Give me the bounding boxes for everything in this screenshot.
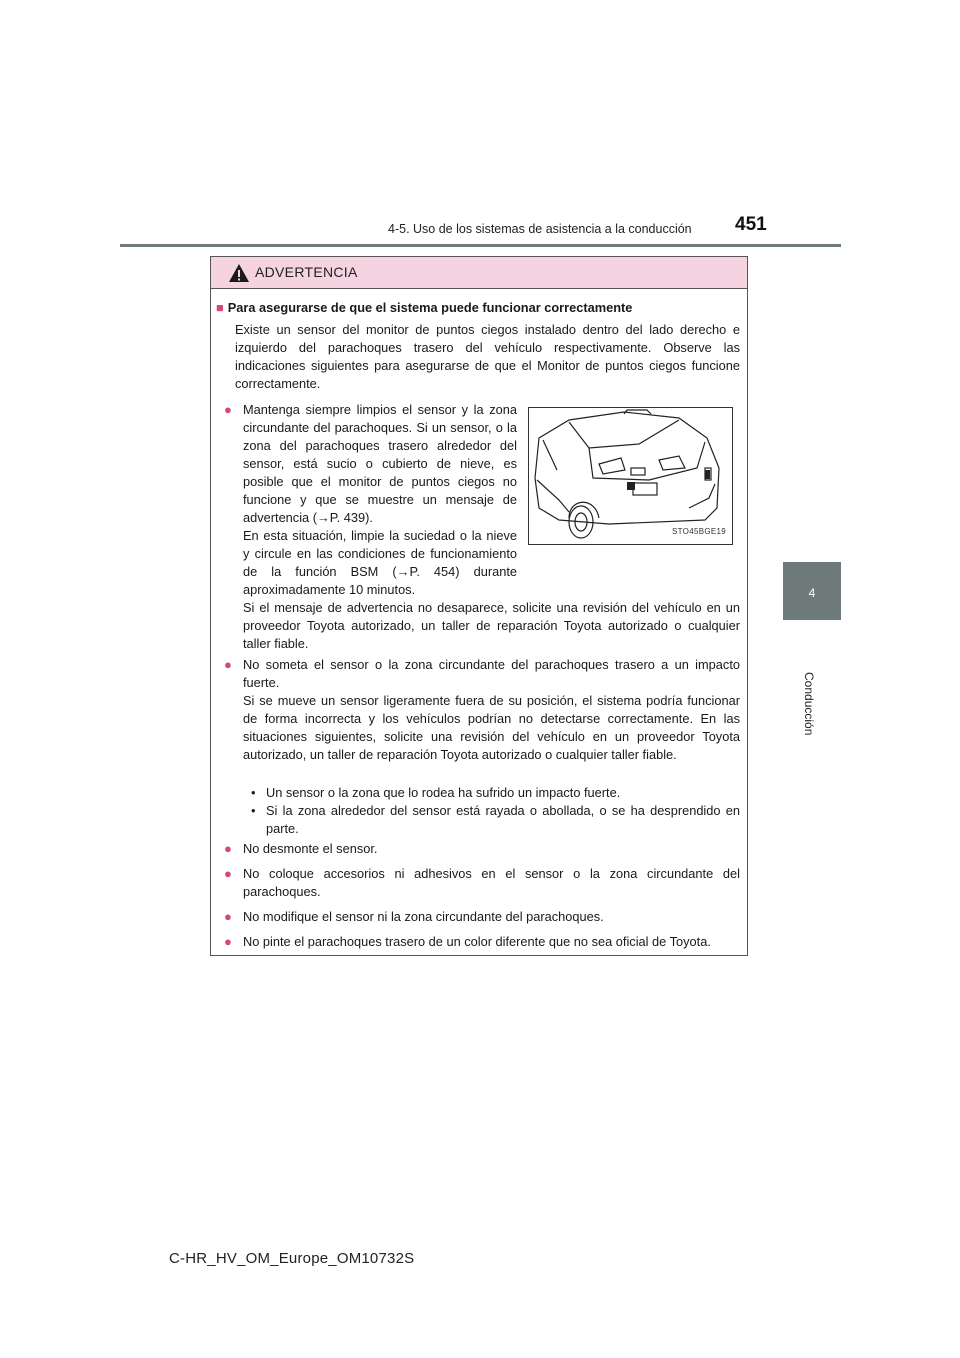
sub-list-item-text: Un sensor o la zona que lo rodea ha sufrido un impacto fuerte.	[266, 785, 621, 800]
warning-header	[211, 257, 747, 289]
warning-box	[210, 256, 748, 956]
header-rule	[120, 244, 841, 247]
bullet6-paragraph: No pinte el parachoques trasero de un color diferente que no sea oficial de Toyota.	[243, 934, 711, 949]
bullet-dot-icon: ●	[224, 657, 232, 672]
bullet2-paragraph	[243, 656, 740, 764]
chapter-tab	[783, 562, 841, 620]
page-number: 451	[735, 214, 767, 235]
sub-bullet-icon: •	[251, 803, 256, 818]
vehicle-figure	[528, 407, 733, 545]
section-heading	[216, 299, 632, 317]
bullet2-text-a: No someta el sensor o la zona circundante del parachoques trasero a un impacto fuerte.	[243, 657, 740, 690]
sub-list-item	[251, 784, 740, 802]
bullet1-text-b: En esta situación, limpie la suciedad o la nieve y circule en las condiciones de funcionamiento de la función BSM (→P. 454) durante aproximadamente 10 minutos.	[243, 528, 517, 597]
bullet1-text-a: Mantenga siempre limpios el sensor y la zona circundante del parachoques. Si un sensor, o la zona del parachoques trasero alrededor del sensor, está sucio o cubierto de nieve, es posible que el monitor de puntos ciegos no funcione y que se muestre un mensaje de advertencia (→P. 439).	[243, 402, 517, 525]
bullet2-text-b: Si se mueve un sensor ligeramente fuera de su posición, el sistema podría funcionar de forma incorrecta y los vehículos podrían no detectarse correctamente. En las situaciones siguientes, solicite una revisión del vehículo en un proveedor Toyota autorizado, un taller de reparación Toyota autorizado o cualquier taller fiable.	[243, 693, 740, 762]
chapter-tab-number: 4	[808, 586, 816, 600]
bullet-dot-icon: ●	[224, 934, 232, 949]
sub-bullet-icon: •	[251, 785, 256, 800]
sensor-right-marker	[705, 470, 710, 479]
sub-list-item-text: Si la zona alrededor del sensor está rayada o abollada, o se ha desprendido en parte.	[266, 803, 740, 836]
chapter-tab-label: Conducción	[802, 672, 816, 736]
figure-code: STO45BGE19	[672, 527, 726, 536]
bullet-dot-icon: ●	[224, 402, 232, 417]
bullet3-paragraph: No desmonte el sensor.	[243, 841, 378, 856]
square-bullet-icon: ■	[216, 300, 224, 315]
sub-list	[251, 784, 740, 838]
warning-triangle-icon	[228, 263, 250, 283]
footer-doc-id: C-HR_HV_OM_Europe_OM10732S	[169, 1250, 415, 1267]
bullet1-continuation: Si el mensaje de advertencia no desaparece, solicite una revisión del vehículo en un proveedor Toyota autorizado, un taller de reparación Toyota autorizado o cualquier taller fiable.	[243, 600, 740, 651]
bullet5-paragraph: No modifique el sensor ni la zona circundante del parachoques.	[243, 909, 604, 924]
bullet-dot-icon: ●	[224, 866, 232, 881]
bullet1-paragraph	[243, 401, 517, 599]
sub-list-item	[251, 802, 740, 838]
bullet4-paragraph: No coloque accesorios ni adhesivos en el sensor o la zona circundante del parachoques.	[243, 866, 740, 899]
bullet-dot-icon: ●	[224, 841, 232, 856]
intro-paragraph: Existe un sensor del monitor de puntos ciegos instalado dentro del lado derecho e izquierdo del parachoques trasero del vehículo respectivamente. Observe las indicaciones siguientes para asegurarse de que el Monitor de puntos ciegos funcione correctamente.	[235, 322, 740, 391]
header-section-title: 4-5. Uso de los sistemas de asistencia a la conducción	[388, 222, 692, 236]
sensor-left-marker	[627, 482, 635, 490]
warning-title: ADVERTENCIA	[255, 264, 358, 280]
section-heading-text: Para asegurarse de que el sistema puede funcionar correctamente	[227, 300, 633, 315]
bullet-dot-icon: ●	[224, 909, 232, 924]
